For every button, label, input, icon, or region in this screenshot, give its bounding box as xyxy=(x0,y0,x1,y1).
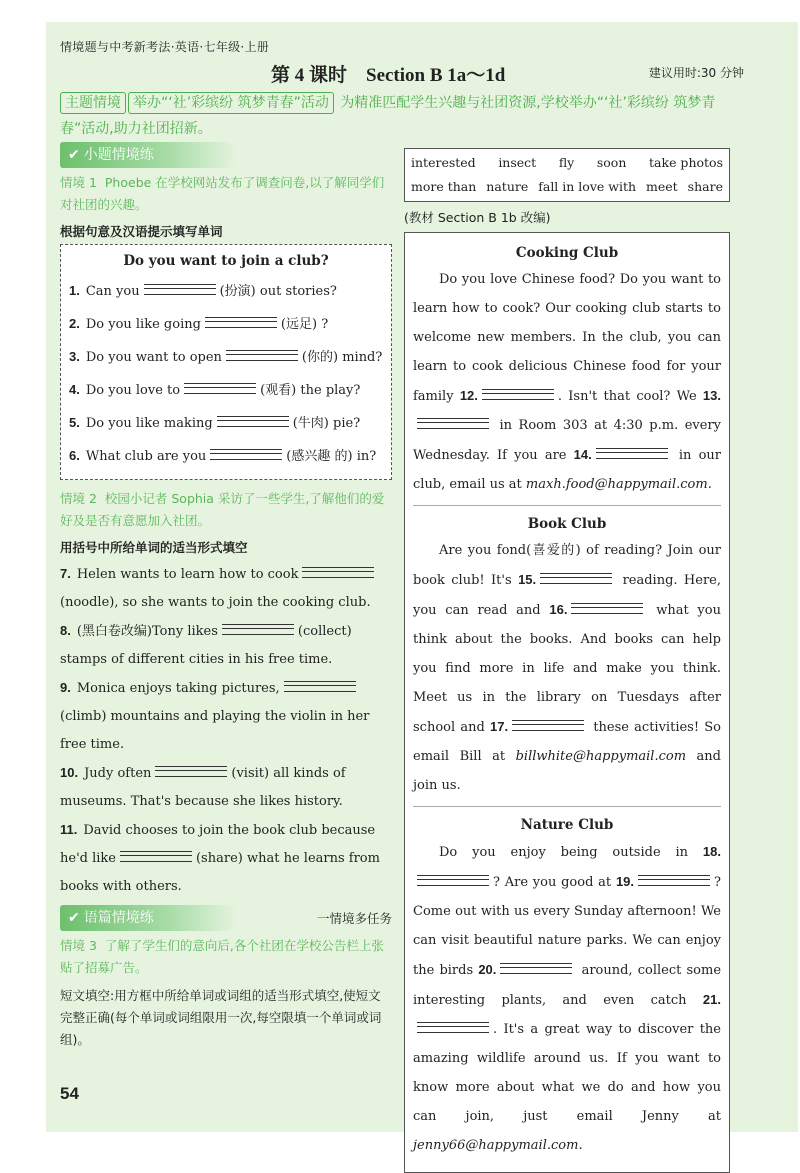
fill-item xyxy=(60,617,392,674)
club-text: Are you fond(喜爱的) of reading? Join our book club! It's xyxy=(413,543,721,588)
question-number: 6. xyxy=(69,448,80,463)
scenario-1-label: 情境 1 xyxy=(60,175,97,190)
question-text: what he learns from books with others. xyxy=(60,851,380,894)
word-option: fly xyxy=(558,155,575,170)
scenario-3-text: 了解了学生们的意向后,各个社团在学校公告栏上张贴了招募广告。 xyxy=(60,938,384,975)
lesson-title: 第 4 课时 Section B 1a～1d xyxy=(271,65,506,86)
club-text: and join us. xyxy=(413,749,721,793)
answer-blank[interactable] xyxy=(155,766,227,777)
instruction-3: 短文填空:用方框中所给单词或词组的适当形式填空,使短文完整正确(每个单词或词组限用一次,每空限填一个单词或词组)。 xyxy=(60,988,382,1047)
question-item xyxy=(69,440,383,473)
question-text: Monica enjoys taking pictures, xyxy=(76,681,280,696)
question-number: 11. xyxy=(60,822,78,837)
club-name: Cooking Club xyxy=(515,245,619,261)
question-text: pie? xyxy=(333,416,361,431)
word-option: soon xyxy=(596,155,627,170)
question-number: 9. xyxy=(60,680,71,695)
email-text: billwhite@happymail.com xyxy=(515,749,687,764)
question-text: Do you like going xyxy=(85,317,201,332)
question-text: (noodle), so she wants to join the cooking club. xyxy=(60,595,371,610)
question-text: David chooses to join the book club because he'd like xyxy=(60,823,376,866)
left-column xyxy=(60,142,392,1055)
answer-blank[interactable] xyxy=(417,1022,489,1033)
blank-number: 16. xyxy=(549,602,568,617)
club-book xyxy=(413,512,721,807)
club-text: in Room 303 at 4:30 p.m. every Wednesday. If you are xyxy=(413,418,722,463)
answer-blank[interactable] xyxy=(284,681,356,692)
word-option: take photos xyxy=(649,155,723,170)
question-hint: (collect) xyxy=(297,624,352,639)
answer-blank[interactable] xyxy=(120,851,192,862)
theme-row xyxy=(60,90,736,142)
answer-blank[interactable] xyxy=(596,448,668,459)
question-text: Do you like making xyxy=(85,416,213,431)
check-icon: ✔ xyxy=(68,147,80,163)
word-row-1 xyxy=(409,151,725,175)
blank-number: 13. xyxy=(702,388,721,403)
section1-title: 小题情境练 xyxy=(83,147,154,163)
word-option: share xyxy=(687,179,723,194)
question-text: Helen wants to learn how to cook xyxy=(76,567,299,582)
question-hint: (观看) xyxy=(260,383,297,398)
question-number: 5. xyxy=(69,415,80,430)
answer-blank[interactable] xyxy=(540,573,612,584)
theme-text: 为精准匹配学生兴趣与社团资源,学校举办“‘社’彩缤纷 筑梦青春”活动,助力社团招新。 xyxy=(60,95,716,137)
fill-item xyxy=(60,816,392,901)
question-item xyxy=(69,308,383,341)
question-item xyxy=(69,341,383,374)
answer-blank[interactable] xyxy=(210,449,282,460)
section-bar-1 xyxy=(60,142,238,168)
check-icon: ✔ xyxy=(68,910,80,926)
question-text: 的) in? xyxy=(334,449,377,464)
word-option: interested xyxy=(411,155,476,170)
question-text: What club are you xyxy=(85,449,207,464)
question-item xyxy=(69,275,383,308)
blank-number: 14. xyxy=(573,447,592,462)
answer-blank[interactable] xyxy=(222,624,294,635)
answer-blank[interactable] xyxy=(482,389,554,400)
question-hint: (visit) xyxy=(231,766,270,781)
question-number: 10. xyxy=(60,765,79,780)
club-nature xyxy=(413,813,721,1166)
question-number: 3. xyxy=(69,349,80,364)
question-hint: (扮演) xyxy=(219,284,256,299)
question-number: 4. xyxy=(69,382,80,397)
question-number: 2. xyxy=(69,316,80,331)
section2-side: 一情境多任务 xyxy=(316,911,392,926)
answer-blank[interactable] xyxy=(226,350,298,361)
question-hint: (牛肉) xyxy=(292,416,329,431)
answer-blank[interactable] xyxy=(205,317,277,328)
question-text: mind? xyxy=(342,350,383,365)
club-text: . It's a great way to discover the amazing wildlife around us. If you want to know more about what we do and how you can join, just email Jenny at xyxy=(413,1022,721,1124)
scenario-2 xyxy=(60,488,392,532)
question-number: 8. xyxy=(60,623,71,638)
club-text: . Isn't that cool? We xyxy=(557,389,697,404)
right-column xyxy=(404,138,730,1173)
question-item xyxy=(69,374,383,407)
question-text: Can you xyxy=(85,284,140,299)
question-hint: (感兴趣 xyxy=(286,449,331,464)
answer-blank[interactable] xyxy=(500,963,572,974)
scenario-1 xyxy=(60,172,392,216)
blank-number: 19. xyxy=(615,874,635,889)
question-list xyxy=(69,275,383,473)
suggested-time: 建议用时:30 分钟 xyxy=(648,66,744,80)
fill-item xyxy=(60,759,392,816)
question-number: 1. xyxy=(69,283,80,298)
theme-tag: 主题情境 xyxy=(60,92,126,114)
question-hint: (你的) xyxy=(301,350,339,365)
answer-blank[interactable] xyxy=(302,567,374,578)
blank-number: 20. xyxy=(478,962,497,977)
scenario-3-label: 情境 3 xyxy=(60,938,97,953)
club-ads xyxy=(404,232,730,1173)
question-hint: (远足) xyxy=(280,317,318,332)
word-option: meet xyxy=(646,179,678,194)
scenario-2-label: 情境 2 xyxy=(60,491,97,506)
blank-number: 21. xyxy=(702,992,721,1007)
word-box xyxy=(404,148,730,202)
book-title: 情境题与中考新考法·英语·七年级·上册 xyxy=(60,40,270,54)
answer-blank[interactable] xyxy=(512,720,584,731)
question-text: (黑白卷改编)Tony likes xyxy=(76,624,218,639)
club-text: Do you love Chinese food? Do you want to learn how to cook? Our cooking club starts to welcome new members. In the club, you can learn to cook delicious Chinese food for your family xyxy=(413,272,721,404)
club-text: reading. Here, you can read and xyxy=(413,573,722,618)
fill-list xyxy=(60,560,392,901)
answer-blank[interactable] xyxy=(417,418,489,429)
questionnaire-title: Do you want to join a club? xyxy=(123,253,329,269)
club-cooking xyxy=(413,241,721,506)
word-option: more than xyxy=(411,179,477,194)
section2-bar-row xyxy=(60,905,392,931)
blank-number: 18. xyxy=(702,844,721,859)
club-text: what you think about the books. And books can help you find more in life and make you think. Meet us in the library on Tuesdays after school and xyxy=(413,603,721,735)
question-hint: (climb) xyxy=(60,709,107,724)
question-text: all kinds of museums. That's because she likes history. xyxy=(60,766,346,809)
club-text: . xyxy=(578,1138,583,1153)
blank-number: 12. xyxy=(459,388,478,403)
club-name: Nature Club xyxy=(520,817,614,833)
questionnaire-box xyxy=(60,244,392,480)
question-text: mountains and playing the violin in her free time. xyxy=(60,709,370,752)
word-row-2 xyxy=(409,175,725,199)
fill-item xyxy=(60,674,392,759)
question-item xyxy=(69,407,383,440)
blank-number: 15. xyxy=(518,572,537,587)
club-text: ? Come out with us every Sunday afternoon! We can visit beautiful nature parks. We can enjoy the birds xyxy=(413,875,721,978)
blank-number: 17. xyxy=(490,719,509,734)
club-name: Book Club xyxy=(527,516,607,532)
scenario-3 xyxy=(60,935,392,979)
instruction-1: 根据句意及汉语提示填写单词 xyxy=(60,224,223,239)
word-option: insect xyxy=(498,155,537,170)
question-text: Do you want to open xyxy=(85,350,222,365)
scenario-1-text: Phoebe 在学校网站发布了调查问卷,以了解同学们对社团的兴趣。 xyxy=(60,175,385,212)
question-text: the play? xyxy=(300,383,361,398)
club-text: ? Are you good at xyxy=(493,875,612,890)
question-text: stamps of different cities in his free time. xyxy=(60,652,333,667)
section-bar-2 xyxy=(60,905,238,931)
club-text: around, collect some interesting plants, and even catch xyxy=(413,963,722,1008)
page-content xyxy=(56,24,744,1153)
source-note: (教材 Section B 1b 改编) xyxy=(404,210,551,225)
answer-blank[interactable] xyxy=(571,603,643,614)
scenario-2-text: 校园小记者 Sophia 采访了一些学生,了解他们的爱好及是否有意愿加入社团。 xyxy=(60,491,385,528)
instruction-2: 用括号中所给单词的适当形式填空 xyxy=(60,540,248,555)
club-text: these activities! So email Bill at xyxy=(413,720,722,764)
question-text: ? xyxy=(321,317,329,332)
theme-activity: 举办“‘社’彩缤纷 筑梦青春”活动 xyxy=(128,92,334,114)
question-hint: (share) xyxy=(195,851,243,866)
word-option: nature xyxy=(486,179,529,194)
answer-blank[interactable] xyxy=(417,875,489,886)
club-text: . xyxy=(707,477,712,492)
answer-blank[interactable] xyxy=(217,416,289,427)
section2-title: 语篇情境练 xyxy=(83,910,154,926)
question-text: out stories? xyxy=(259,284,337,299)
fill-item xyxy=(60,560,392,617)
question-text: Do you love to xyxy=(85,383,181,398)
email-text: maxh.food@happymail.com xyxy=(525,477,708,492)
page-number: 54 xyxy=(60,1084,79,1103)
question-text: Judy often xyxy=(84,766,152,781)
club-text: Do you enjoy being outside in xyxy=(439,845,689,860)
question-number: 7. xyxy=(60,566,71,581)
word-option: fall in love with xyxy=(538,179,637,194)
email-text: jenny66@happymail.com xyxy=(413,1138,579,1153)
answer-blank[interactable] xyxy=(184,383,256,394)
club-text: in our club, email us at xyxy=(413,448,721,492)
answer-blank[interactable] xyxy=(638,875,710,886)
answer-blank[interactable] xyxy=(144,284,216,295)
